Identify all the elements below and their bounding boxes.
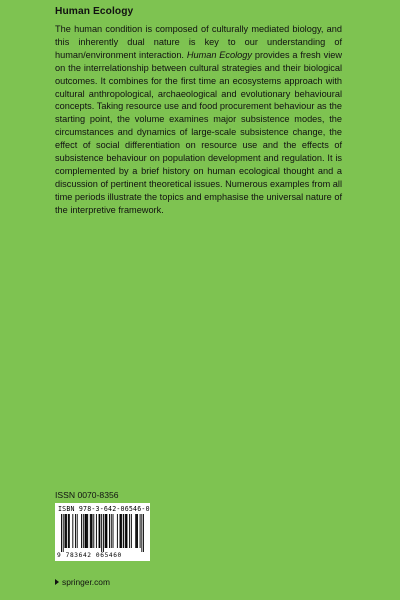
barcode-bar [127, 514, 128, 548]
description-part-1: The human condition is composed of culturally mediated biology, and this inherently dual nature is key to our understanding of human/environment interaction. [55, 24, 342, 60]
barcode-bar [96, 514, 97, 548]
barcode-panel [55, 503, 150, 561]
barcode-bar [109, 514, 110, 548]
barcode-bar [91, 514, 92, 548]
barcode-bar [77, 514, 78, 548]
barcode-bar [68, 514, 69, 548]
barcode-bar [72, 514, 73, 548]
barcode-bar [121, 514, 122, 548]
barcode-bar [90, 514, 91, 548]
barcode-bar [64, 514, 65, 548]
barcode-bar [123, 514, 124, 548]
barcode-bar [86, 514, 87, 548]
barcode-bar [126, 514, 127, 548]
barcode-bar [85, 514, 86, 548]
barcode-bar [136, 514, 137, 548]
description-title-emphasis: Human Ecology [186, 49, 252, 60]
barcode-bar [135, 514, 136, 548]
barcode-bar [75, 514, 76, 548]
barcode-bar [99, 514, 100, 548]
publisher-link[interactable] [55, 577, 110, 587]
barcode-bar [81, 514, 82, 548]
chevron-right-icon [55, 579, 59, 585]
barcode-bar [69, 514, 70, 548]
barcode [61, 514, 144, 552]
barcode-bar [113, 514, 114, 548]
barcode-bar [99, 514, 100, 548]
book-title: Human Ecology [55, 6, 134, 17]
description-part-2: provides a fresh view on the interrelationship between cultural strategies and their biological outcomes. It combines for the first time an ecosystems approach with cultural anthropological, archaeological and evolutionary behavioural concepts. Taking resource use and food procurement behaviour as the starting point, the volume examines major subsistence modes, the circumstances and dynamics of large-scale subsistence change, the effect of social differentiation on resource use and the effects of subsistence behaviour on population development and regulation. It is complemented by a brief history on human ecological thought and a discussion of pertinent theoretical issues. Numerous examples from all time periods illustrate the topics and emphasise the universal nature of the interpretive framework. [55, 49, 343, 215]
barcode-bar [65, 514, 66, 548]
barcode-bar [106, 514, 107, 548]
book-description [55, 23, 342, 217]
barcode-bar [117, 514, 118, 548]
barcode-bar [143, 514, 144, 552]
barcode-bar [120, 514, 121, 548]
barcode-bar [93, 514, 94, 548]
barcode-bar [120, 514, 121, 548]
barcode-bar [61, 514, 62, 552]
barcode-bar [137, 514, 138, 548]
ean-digits: 9 783642 065460 [57, 552, 122, 559]
barcode-bar [140, 514, 141, 548]
barcode-bar [125, 514, 126, 548]
isbn-text: ISBN 978-3-642-06546-0 [58, 505, 150, 513]
publisher-label: springer.com [62, 577, 110, 587]
barcode-bar [129, 514, 130, 548]
barcode-bar [103, 514, 104, 552]
barcode-bar [101, 514, 102, 552]
barcode-bar [106, 514, 107, 548]
issn-label: ISSN 0070-8356 [55, 490, 119, 500]
barcode-bar [105, 514, 106, 548]
barcode-bar [92, 514, 93, 548]
barcode-bar [66, 514, 67, 548]
barcode-bar [87, 514, 88, 548]
barcode-bar [83, 514, 84, 548]
barcode-bar [85, 514, 86, 548]
barcode-bar [141, 514, 142, 552]
barcode-bar [63, 514, 64, 552]
barcode-bar [131, 514, 132, 548]
barcode-bar [111, 514, 112, 548]
